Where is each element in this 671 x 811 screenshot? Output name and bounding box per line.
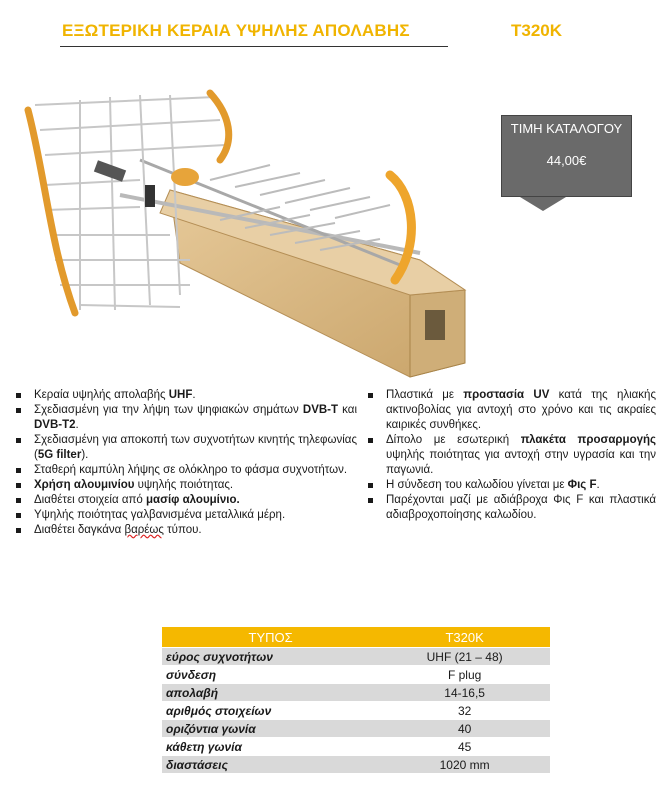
feature-text: .: [75, 419, 79, 431]
spec-value: 14-16,5: [379, 684, 550, 702]
feature-text: Σχεδιασμένη για την λήψη των ψηφιακών σημάτων: [34, 404, 303, 416]
feature-text: τύπου.: [163, 524, 202, 536]
price-box-pointer: [520, 197, 566, 211]
price-value: 44,00€: [546, 153, 587, 168]
spec-value: UHF (21 – 48): [379, 648, 550, 666]
spec-key: κάθετη γωνία: [162, 738, 379, 756]
spec-row: [162, 684, 550, 702]
feature-text: Πλαστικά με: [386, 389, 464, 401]
feature-text: UHF: [168, 389, 193, 401]
feature-text: Φις F: [567, 479, 597, 491]
spec-key: οριζόντια γωνία: [162, 720, 379, 738]
feature-text: Χρήση αλουμινίου: [34, 479, 135, 491]
spec-key: διαστάσεις: [162, 756, 379, 774]
feature-text: Διαθέτει στοιχεία από: [34, 494, 146, 506]
feature-text: υψηλής ποιότητας για αντοχή στην υγρασία και την παγωνιά.: [386, 449, 656, 476]
feature-text: .: [192, 389, 196, 401]
feature-right-item-2: [364, 478, 656, 493]
feature-right-item-0: [364, 388, 656, 433]
spec-key: σύνδεση: [162, 666, 379, 684]
feature-text: βαρέως: [124, 524, 164, 536]
feature-text: Σχεδιασμένη για αποκοπή των συχνοτήτων κινητής τηλεφωνίας (: [34, 434, 357, 461]
feature-text: πλακέτα προσαρμογής: [520, 434, 656, 446]
feature-left-item-6: [12, 508, 357, 523]
spec-key: αριθμός στοιχείων: [162, 702, 379, 720]
model-code: T320K: [511, 21, 563, 40]
spec-key: εύρος συχνοτήτων: [162, 648, 379, 666]
spec-table: [162, 627, 550, 773]
feature-left-item-7: [12, 523, 357, 538]
feature-text: Διαθέτει δαγκάνα: [34, 524, 125, 536]
feature-left-item-3: [12, 463, 357, 478]
spec-row: [162, 702, 550, 720]
spec-value: 40: [379, 720, 550, 738]
catalog-price-box: [501, 115, 632, 197]
feature-text: Κεραία υψηλής απολαβής: [34, 389, 169, 401]
feature-text: ).: [81, 449, 89, 461]
feature-text: και: [338, 404, 357, 416]
antenna-product-image: [20, 85, 480, 380]
spec-row: [162, 738, 550, 756]
feature-text: μασίφ αλουμίνιο.: [146, 494, 240, 506]
spec-row: [162, 666, 550, 684]
feature-text: .: [596, 479, 600, 491]
feature-text: υψηλής ποιότητας.: [134, 479, 234, 491]
feature-text: προστασία UV: [463, 389, 550, 401]
feature-text: DVB-T2: [34, 419, 76, 431]
feature-text: κατά της ηλιακής ακτινοβολίας για αντοχή στο χρόνο και τις ακραίες καιρικές συνθήκες.: [386, 389, 656, 431]
feature-text: 5G filter: [37, 449, 82, 461]
feature-left-item-1: [12, 403, 357, 433]
spec-row: [162, 756, 550, 774]
spec-row: [162, 720, 550, 738]
feature-left-item-4: [12, 478, 357, 493]
feature-text: Σταθερή καμπύλη λήψης σε ολόκληρο το φάσμα συχνοτήτων.: [34, 464, 348, 476]
spec-table-header: [162, 627, 550, 648]
feature-text: Δίπολο με εσωτερική: [386, 434, 521, 446]
feature-left-item-2: [12, 433, 357, 463]
feature-left-item-0: [12, 388, 357, 403]
feature-left-item-5: [12, 493, 357, 508]
spec-value: 32: [379, 702, 550, 720]
feature-right-item-3: [364, 493, 656, 523]
spec-value: 45: [379, 738, 550, 756]
price-label: ΤΙΜΗ ΚΑΤΑΛΟΓΟΥ: [510, 121, 623, 136]
feature-text: Παρέχονται μαζί με αδιάβροχα Φις F και πλαστικά αδιαβροχοποίησης καλωδίου.: [386, 494, 656, 521]
spec-value: F plug: [379, 666, 550, 684]
spec-header-model: T320K: [379, 627, 550, 648]
page-title: ΕΞΩΤΕΡΙΚΗ ΚΕΡΑΙΑ ΥΨΗΛΗΣ ΑΠΟΛΑΒΗΣ: [62, 21, 410, 40]
spec-value: 1020 mm: [379, 756, 550, 774]
spec-header-type: ΤΥΠΟΣ: [162, 627, 379, 648]
features-list-right: [364, 388, 656, 523]
feature-text: DVB-T: [302, 404, 339, 416]
feature-text: Η σύνδεση του καλωδίου γίνεται με: [386, 479, 568, 491]
feature-text: Υψηλής ποιότητας γαλβανισμένα μεταλλικά μέρη.: [34, 509, 286, 521]
spec-row: [162, 648, 550, 666]
feature-right-item-1: [364, 433, 656, 478]
features-list-left: [12, 388, 357, 538]
spec-key: απολαβή: [162, 684, 379, 702]
